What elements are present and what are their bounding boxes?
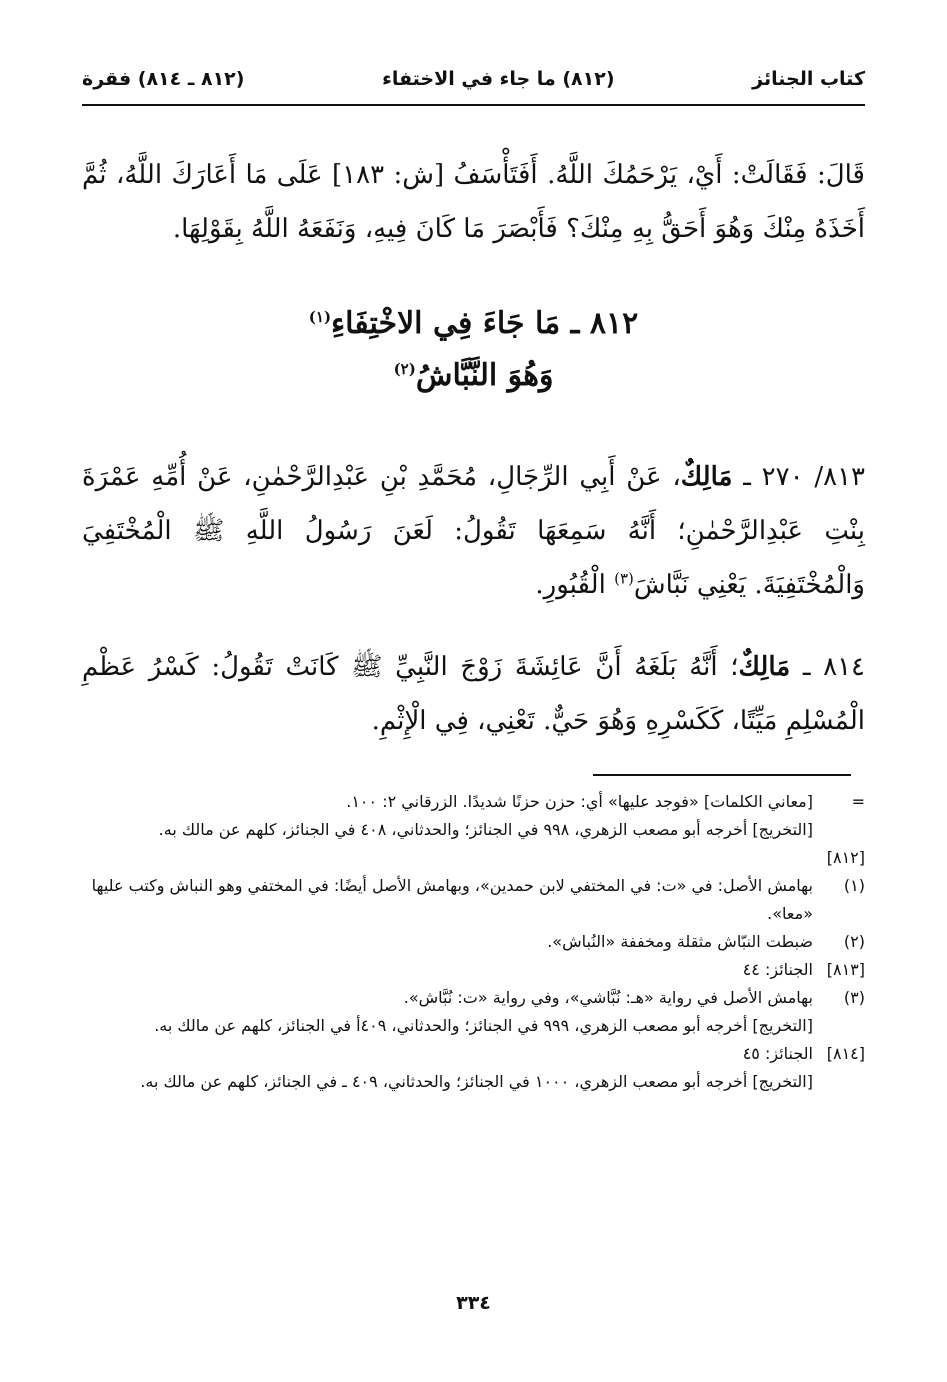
chapter-subheading-text: وَهُوَ النَّبَّاشُ [415,358,554,393]
footnote-mark [813,816,865,844]
footnote-text: بهامش الأصل في رواية «هـ: نُبَّاشي»، وفي رواية «ت: نُبَّاش». [403,988,813,1007]
narrator-name: مَالِكٌ [680,462,733,492]
footnote-mark: (٢) [843,932,865,951]
footnote-mark: [٨١٢] [826,848,865,867]
footnote [82,928,865,956]
footnote [82,1012,865,1040]
header-book-title: كتاب الجنائز [752,68,865,90]
footnote-mark: = [851,792,865,811]
running-header [82,58,865,100]
footnote [82,788,865,816]
footnote-mark: (٣) [843,988,865,1007]
footnote-text [82,844,813,872]
chapter-heading-text: ٨١٢ ـ مَا جَاءَ فِي الاخْتِفَاءِ [331,306,639,341]
narrator-name: مَالِكٌ [738,652,791,682]
footnote-mark [813,1012,865,1040]
footnote-ref: (٢) [393,360,416,378]
hadith-number: ٨١٣/ ٢٧٠ ـ [743,462,866,492]
footnote-mark: [٨١٤] [826,1044,865,1063]
footnote-ref: (١) [308,308,332,326]
footnote-text: [معاني الكلمات] «فوجد عليها» أي: حزن حزنًا شديدًا. الزرقاني ٢: ١٠٠. [346,792,813,811]
footnote-section [82,1040,865,1068]
footnote-text: [التخريج] أخرجه أبو مصعب الزهري، ١٠٠٠ في الجنائز؛ والحدثاني، ٤٠٩ ـ في الجنائز، كلهم عن مالك به. [140,1072,813,1091]
footnotes [82,788,865,1096]
chapter-heading-line2 [82,358,865,393]
footnote [82,984,865,1012]
paragraph-continuation [82,148,865,256]
header-chapter-title: (٨١٢) ما جاء في الاختفاء [382,68,615,90]
paragraph-text: قَالَ: فَقَالَتْ: أَيْ، يَرْحَمُكَ اللَّهُ. أَفَتَأْسَفُ [ش: ١٨٣] عَلَى مَا أَعَارَكَ اللَّهُ، ثُمَّ أَخَذَهُ مِنْكَ وَهُوَ أَحَقُّ بِهِ مِنْكَ؟ فَأَبْصَرَ مَا كَانَ فِيهِ، وَنَفَعَهُ اللَّهُ بِقَوْلِهَا. [82,160,865,244]
footnote-text: ضبطت النبّاش مثقلة ومخففة «النُباش». [547,932,813,951]
footnote [82,1068,865,1096]
hadith-814 [82,640,865,748]
footnote-section [82,844,865,872]
hadith-number: ٨١٤ ـ [802,652,866,682]
footnote-mark: (١) [843,876,865,895]
hadith-813 [82,450,865,612]
page-number: ٣٣٤ [456,1292,491,1314]
header-divider [82,104,865,106]
footnote-divider [593,774,851,776]
footnote-text: الجنائز: ٤٥ [742,1044,813,1063]
chapter-heading-line1 [82,306,865,341]
footnote-section [82,956,865,984]
footnote-mark [813,1068,865,1096]
footnote-ref: (٣) [614,569,634,588]
hadith-text: ؛ أَنَّهُ بَلَغَهُ أَنَّ عَائِشَةَ زَوْجَ النَّبِيِّ ﷺ كَانَتْ تَقُولُ: كَسْرُ عَظْمِ الْمُسْلِمِ مَيِّتًا، كَكَسْرِهِ وَهُوَ حَيٌّ. تَعْنِي، فِي الْإِثْمِ. [82,652,865,736]
footnote-text: [التخريج] أخرجه أبو مصعب الزهري، ٩٩٩ في الجنائز؛ والحدثاني، ٤٠٩أ في الجنائز، كلهم عن مالك به. [154,1016,813,1035]
footnote-text: [التخريج] أخرجه أبو مصعب الزهري، ٩٩٨ في الجنائز؛ والحدثاني، ٤٠٨ في الجنائز، كلهم عن مالك به. [158,820,813,839]
hadith-text: ، عَنْ أَبِي الرِّجَالِ، مُحَمَّدِ بْنِ عَبْدِالرَّحْمٰنِ، عَنْ أُمِّهِ عَمْرَةَ بِنْتِ عَبْدِالرَّحْمٰنِ؛ أَنَّهُ سَمِعَهَا تَقُولُ: لَعَنَ رَسُولُ اللَّهِ ﷺ الْمُخْتَفِيَ وَالْمُخْتَفِيَةَ. يَعْنِي نَبَّاشَ [82,462,865,600]
footnote-text: الجنائز: ٤٤ [742,960,813,979]
footnote [82,872,865,928]
hadith-text-end: الْقُبُورِ. [535,570,615,600]
header-paragraph-range: (٨١٢ ـ ٨١٤) فقرة [82,68,245,90]
footnote-mark: [٨١٣] [826,960,865,979]
footnote [82,816,865,844]
footnote-text: بهامش الأصل: في «ت: في المختفي لابن حمدين»، وبهامش الأصل أيضًا: في المختفي وهو النباش وكتب عليها «معا». [91,876,813,923]
